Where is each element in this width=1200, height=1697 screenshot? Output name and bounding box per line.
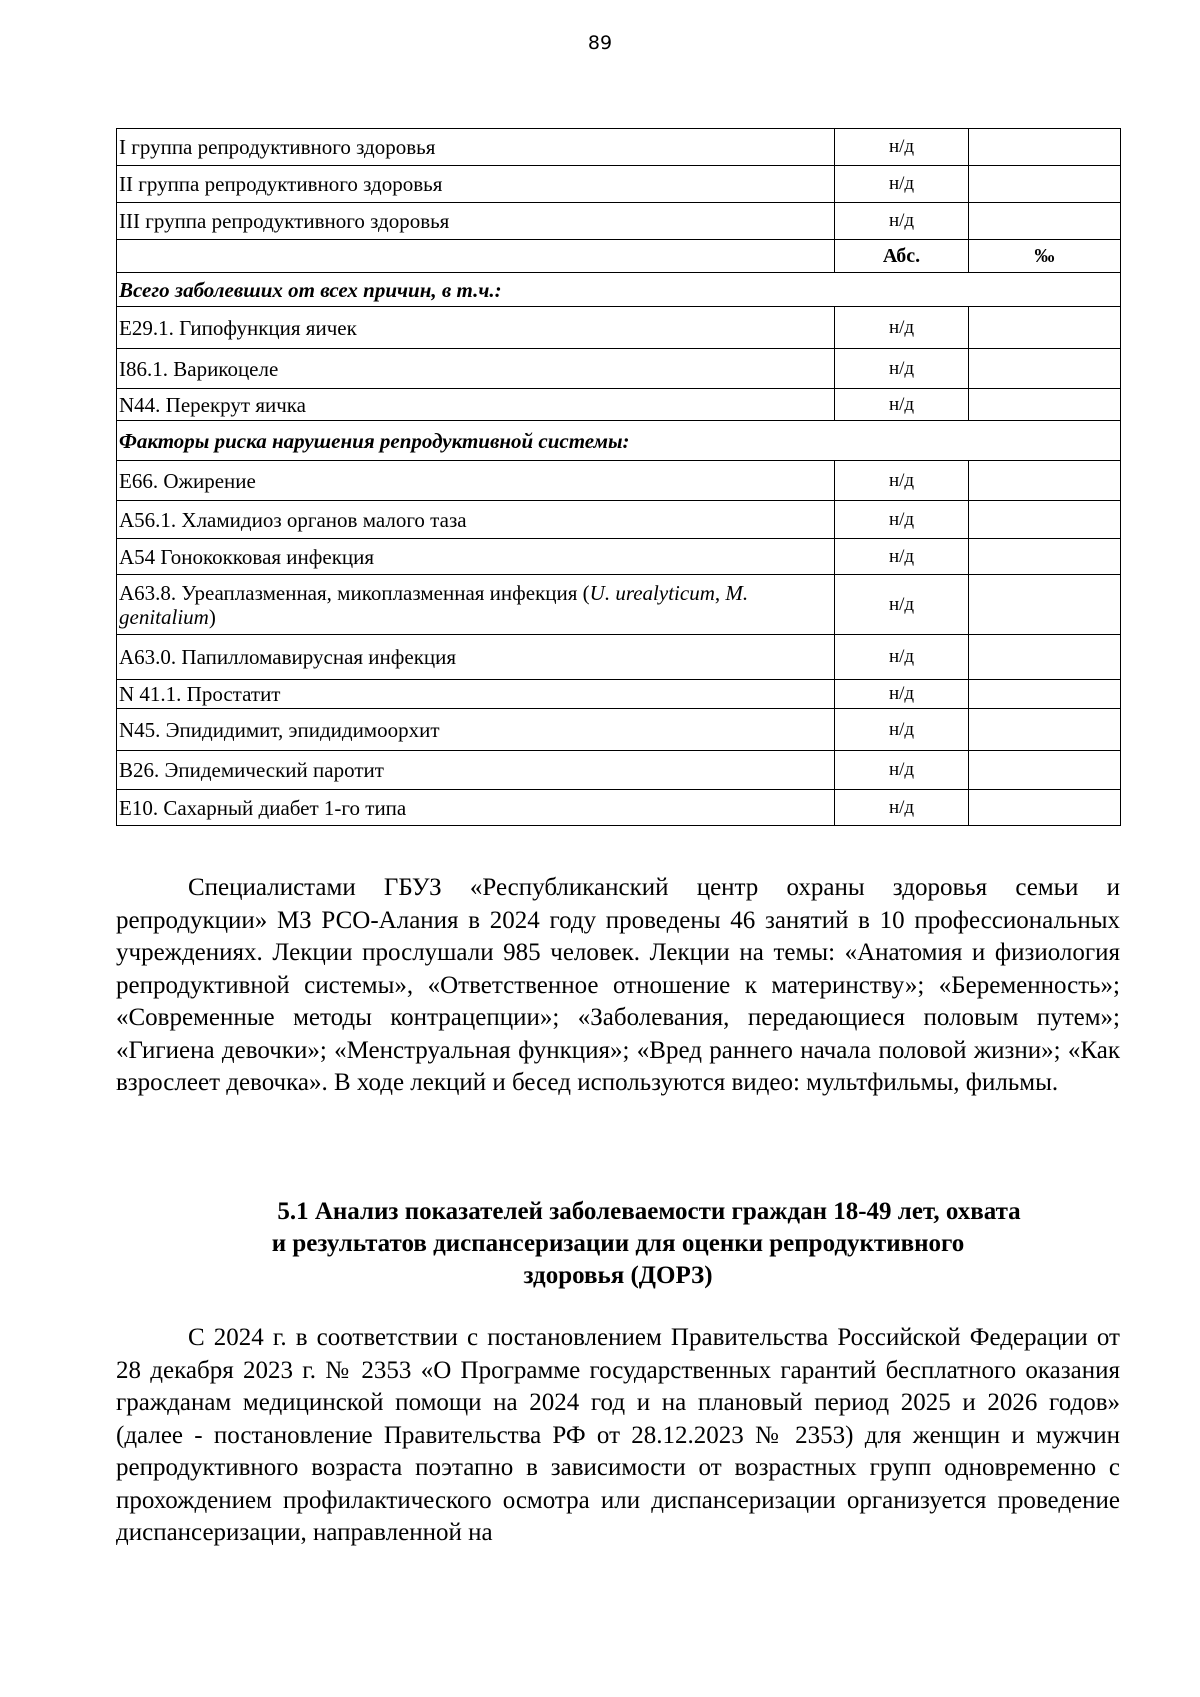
- table-row: [117, 389, 1121, 421]
- table-row: [117, 751, 1121, 790]
- abs-value: н/д: [835, 203, 969, 240]
- species-name: M. genitalium: [119, 580, 749, 629]
- page-number: 89: [587, 32, 613, 54]
- row-label: А56.1. Хламидиоз органов малого таза: [117, 501, 835, 539]
- row-label: N45. Эпидидимит, эпидидимоорхит: [117, 709, 835, 751]
- abs-value: н/д: [835, 635, 969, 680]
- permille-value: [969, 129, 1121, 166]
- abs-value: н/д: [835, 166, 969, 203]
- table-row: [117, 203, 1121, 240]
- row-label-separator: ,: [714, 580, 726, 605]
- row-label: [117, 575, 835, 635]
- abs-value: н/д: [835, 680, 969, 709]
- abs-value: н/д: [835, 501, 969, 539]
- abs-value: н/д: [835, 575, 969, 635]
- permille-value: [969, 635, 1121, 680]
- permille-value: [969, 307, 1121, 349]
- abs-value: н/д: [835, 461, 969, 501]
- permille-value: [969, 349, 1121, 389]
- abs-value: н/д: [835, 751, 969, 790]
- reproductive-health-table: [116, 128, 1121, 826]
- abs-value: н/д: [835, 349, 969, 389]
- lectures-paragraph: Специалистами ГБУЗ «Республиканский центр охраны здоровья семьи и репродукции» МЗ РСО-Алания в 2024 году проведены 46 занятий в 10 профессиональных учреждениях. Лекции прослушали 985 человек. Лекции на темы: «Анатомия и физиология репродуктивной системы», «Ответственное отношение к материнству»; «Беременность»; «Современные методы контрацепции»; «Заболевания, передающиеся половым путем»; «Гигиена девочки»; «Менструальная функция»; «Вред раннего начала половой жизни»; «Как взрослеет девочка». В ходе лекций и бесед используются видео: мультфильмы, фильмы.: [116, 874, 1120, 1096]
- permille-value: [969, 680, 1121, 709]
- section-title: Факторы риска нарушения репродуктивной системы:: [117, 421, 1121, 461]
- row-label: II группа репродуктивного здоровья: [117, 166, 835, 203]
- heading-line: и результатов диспансеризации для оценки репродуктивного: [271, 1230, 965, 1257]
- table-row: [117, 129, 1121, 166]
- permille-value: [969, 166, 1121, 203]
- permille-value: [969, 501, 1121, 539]
- header-empty-cell: [117, 240, 835, 273]
- row-label: Е10. Сахарный диабет 1-го типа: [117, 790, 835, 826]
- abs-value: н/д: [835, 307, 969, 349]
- table-row: [117, 349, 1121, 389]
- permille-value: [969, 461, 1121, 501]
- table-row: [117, 790, 1121, 826]
- row-label: В26. Эпидемический паротит: [117, 751, 835, 790]
- section-header-row: [117, 273, 1121, 307]
- row-label: I группа репродуктивного здоровья: [117, 129, 835, 166]
- permille-value: [969, 790, 1121, 826]
- permille-value: [969, 575, 1121, 635]
- section-heading: [116, 1196, 1120, 1292]
- row-label: N44. Перекрут яичка: [117, 389, 835, 421]
- row-label: А54 Гонококковая инфекция: [117, 539, 835, 575]
- abs-value: н/д: [835, 790, 969, 826]
- column-header-row: [117, 240, 1121, 273]
- row-label: Е29.1. Гипофункция яичек: [117, 307, 835, 349]
- table-row: [117, 166, 1121, 203]
- abs-value: н/д: [835, 389, 969, 421]
- row-label: А63.0. Папилломавирусная инфекция: [117, 635, 835, 680]
- row-label: III группа репродуктивного здоровья: [117, 203, 835, 240]
- abs-value: н/д: [835, 129, 969, 166]
- table-row: [117, 680, 1121, 709]
- section-header-row: [117, 421, 1121, 461]
- row-label: I86.1. Варикоцеле: [117, 349, 835, 389]
- table-row: [117, 575, 1121, 635]
- column-header-permille: ‰: [969, 240, 1121, 273]
- column-header-abs: Абс.: [835, 240, 969, 273]
- row-label-text: А63.8. Уреаплазменная, микоплазменная инфекция (: [119, 580, 590, 605]
- permille-value: [969, 751, 1121, 790]
- table-row: [117, 709, 1121, 751]
- heading-line: здоровья (ДОРЗ): [523, 1262, 713, 1289]
- permille-value: [969, 203, 1121, 240]
- heading-line: 5.1 Анализ показателей заболеваемости граждан 18-49 лет, охвата: [277, 1198, 1021, 1225]
- table-row: [117, 501, 1121, 539]
- table-row: [117, 635, 1121, 680]
- table-row: [117, 539, 1121, 575]
- abs-value: н/д: [835, 709, 969, 751]
- row-label-closing: ): [208, 604, 216, 629]
- permille-value: [969, 389, 1121, 421]
- abs-value: н/д: [835, 539, 969, 575]
- table-row: [117, 461, 1121, 501]
- section-title: Всего заболевших от всех причин, в т.ч.:: [117, 273, 1121, 307]
- dorz-paragraph: С 2024 г. в соответствии с постановлением Правительства Российской Федерации от 28 декабря 2023 г. № 2353 «О Программе государственных гарантий бесплатного оказания гражданам медицинской помощи на 2024 год и на плановый период 2025 и 2026 годов» (далее - постановление Правительства РФ от 28.12.2023 № 2353) для женщин и мужчин репродуктивного возраста поэтапно в зависимости от возрастных групп одновременно с прохождением профилактического осмотра или диспансеризации организуется проведение диспансеризации, направленной на: [116, 1324, 1120, 1546]
- permille-value: [969, 709, 1121, 751]
- row-label: Е66. Ожирение: [117, 461, 835, 501]
- row-label: N 41.1. Простатит: [117, 680, 835, 709]
- table-row: [117, 307, 1121, 349]
- permille-value: [969, 539, 1121, 575]
- species-name: U. urealyticum: [589, 580, 715, 605]
